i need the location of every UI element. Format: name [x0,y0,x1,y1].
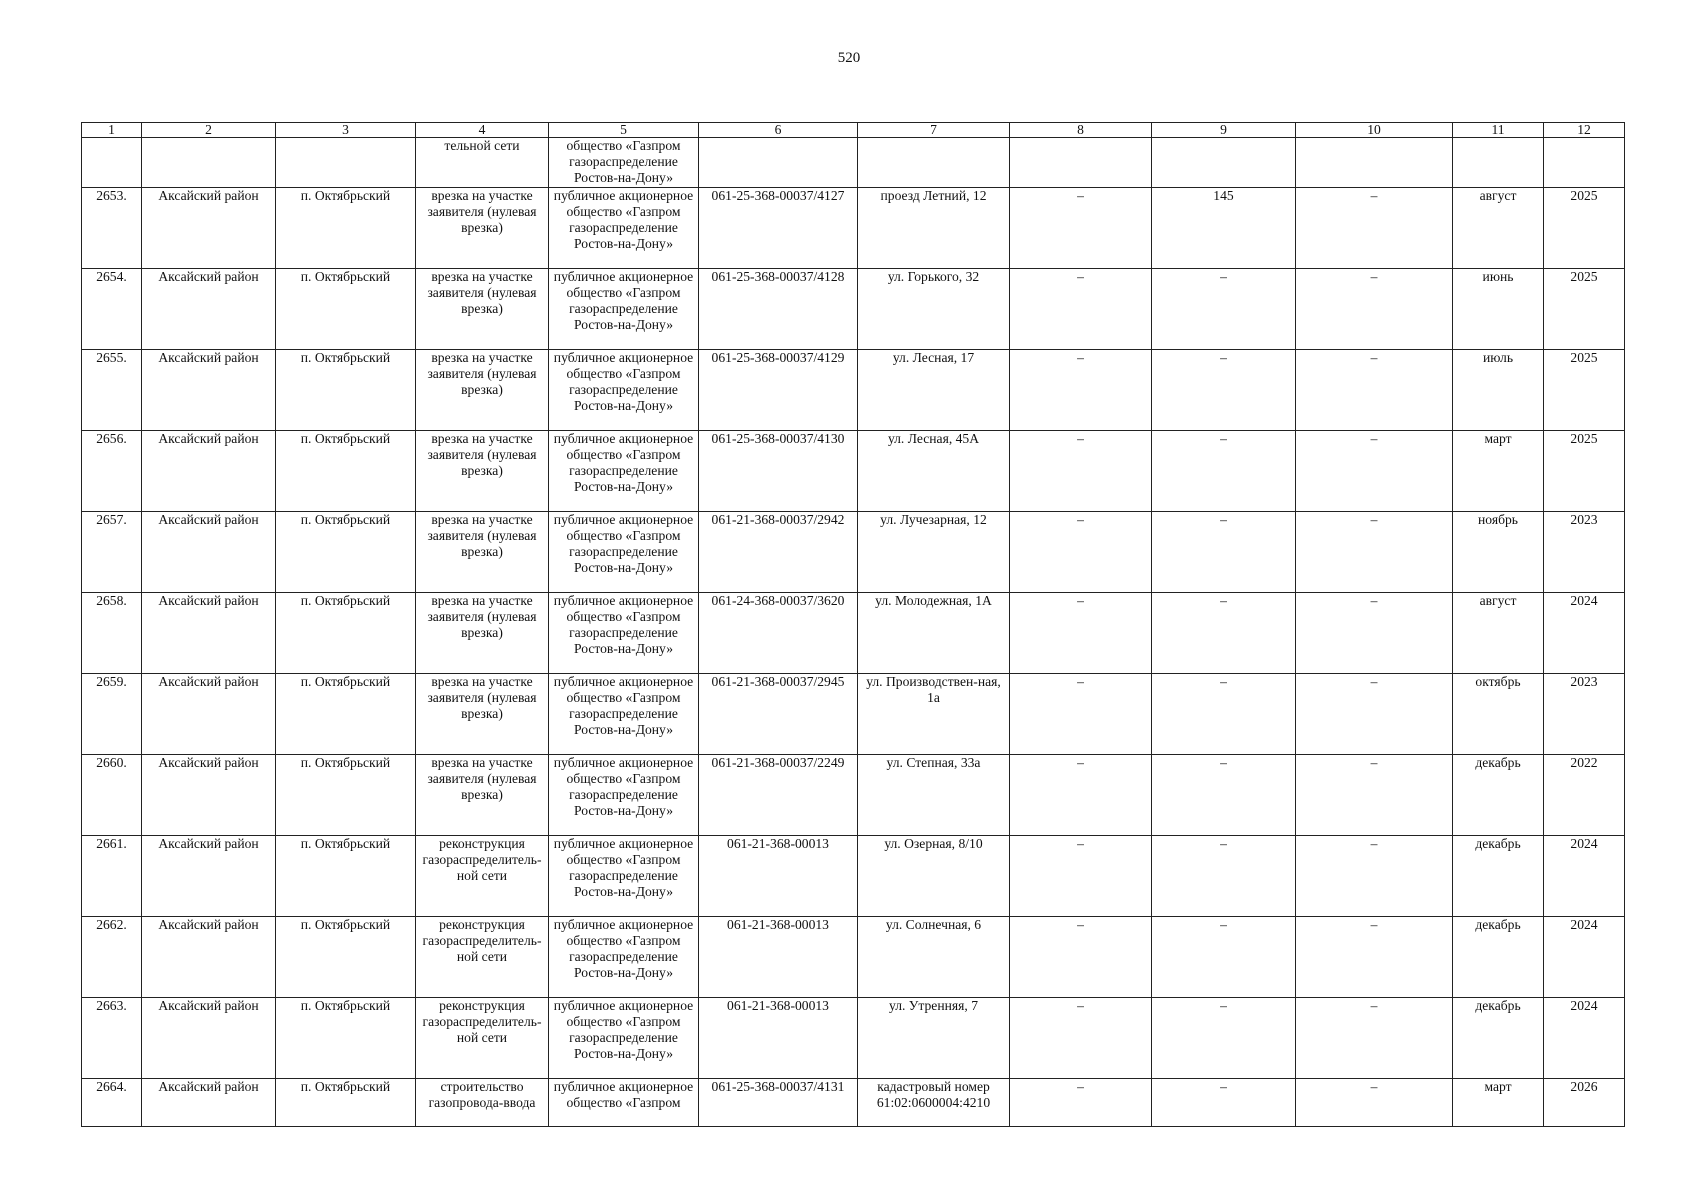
cell-col-9: – [1152,1078,1296,1126]
table-row [82,673,1625,754]
cell-settlement: п. Октябрьский [276,916,416,997]
cell-col-10: – [1296,1078,1453,1126]
cell-work-type: врезка на участке заявителя (нулевая врезка) [416,592,549,673]
cell-col-9: – [1152,592,1296,673]
column-header: 10 [1296,123,1453,138]
cell-organization: публичное акционерное общество «Газпром газораспределение Ростов-на-Дону» [549,268,699,349]
cell-district: Аксайский район [142,430,276,511]
cell-code: 061-21-368-00013 [699,997,858,1078]
cell-col-9: – [1152,349,1296,430]
cell-col-10: – [1296,916,1453,997]
table-cell [1544,138,1625,188]
cell-work-type: реконструкция газораспределительной сети [416,835,549,916]
cell-year: 2025 [1544,430,1625,511]
cell-col-10: – [1296,430,1453,511]
cell-work-type: строительство газопровода-ввода [416,1078,549,1126]
cell-address: ул. Лучезарная, 12 [858,511,1010,592]
cell-work-type: врезка на участке заявителя (нулевая врезка) [416,349,549,430]
cell-col-8: – [1010,916,1152,997]
cell-code: 061-21-368-00037/2945 [699,673,858,754]
cell-address: ул. Молодежная, 1А [858,592,1010,673]
cell-address: ул. Утренняя, 7 [858,997,1010,1078]
cell-month: декабрь [1453,997,1544,1078]
cell-row-number: 2653. [82,187,142,268]
column-header: 2 [142,123,276,138]
table-row [82,754,1625,835]
cell-col-9: – [1152,430,1296,511]
cell-code: 061-21-368-00013 [699,835,858,916]
cell-row-number: 2662. [82,916,142,997]
cell-row-number: 2657. [82,511,142,592]
column-header: 8 [1010,123,1152,138]
table-row [82,592,1625,673]
table-cell [1010,138,1152,188]
table-row [82,835,1625,916]
cell-settlement: п. Октябрьский [276,673,416,754]
cell-col-10: – [1296,187,1453,268]
cell-row-number: 2654. [82,268,142,349]
cell-month: октябрь [1453,673,1544,754]
cell-month: июль [1453,349,1544,430]
cell-work-type: врезка на участке заявителя (нулевая врезка) [416,268,549,349]
cell-organization: публичное акционерное общество «Газпром газораспределение Ростов-на-Дону» [549,187,699,268]
cell-row-number: 2656. [82,430,142,511]
cell-col-8: – [1010,1078,1152,1126]
table-row [82,997,1625,1078]
cell-month: июнь [1453,268,1544,349]
cell-settlement: п. Октябрьский [276,430,416,511]
cell-month: декабрь [1453,835,1544,916]
cell-address: ул. Озерная, 8/10 [858,835,1010,916]
table-cell-work: тельной сети [416,138,549,188]
header-row [82,123,1625,138]
cell-settlement: п. Октябрьский [276,592,416,673]
cell-settlement: п. Октябрьский [276,349,416,430]
cell-col-10: – [1296,268,1453,349]
cell-row-number: 2658. [82,592,142,673]
cell-settlement: п. Октябрьский [276,268,416,349]
cell-organization: публичное акционерное общество «Газпром газораспределение Ростов-на-Дону» [549,997,699,1078]
cell-address: ул. Производствен-ная, 1а [858,673,1010,754]
cell-code: 061-21-368-00037/2942 [699,511,858,592]
table-cell [276,138,416,188]
table-cell [699,138,858,188]
cell-organization: публичное акционерное общество «Газпром газораспределение Ростов-на-Дону» [549,754,699,835]
cell-settlement: п. Октябрьский [276,835,416,916]
cell-year: 2025 [1544,268,1625,349]
cell-settlement: п. Октябрьский [276,511,416,592]
column-header: 5 [549,123,699,138]
cell-col-10: – [1296,835,1453,916]
cell-col-10: – [1296,673,1453,754]
cell-col-9: – [1152,673,1296,754]
table-row-continued [82,138,1625,188]
cell-district: Аксайский район [142,592,276,673]
cell-col-8: – [1010,349,1152,430]
cell-col-8: – [1010,592,1152,673]
cell-address: кадастровый номер 61:02:0600004:4210 [858,1078,1010,1126]
cell-year: 2024 [1544,835,1625,916]
cell-col-8: – [1010,430,1152,511]
cell-code: 061-21-368-00037/2249 [699,754,858,835]
column-header: 4 [416,123,549,138]
cell-month: декабрь [1453,754,1544,835]
cell-organization: публичное акционерное общество «Газпром газораспределение Ростов-на-Дону» [549,673,699,754]
cell-col-9: – [1152,997,1296,1078]
cell-settlement: п. Октябрьский [276,754,416,835]
cell-district: Аксайский район [142,997,276,1078]
table-cell [142,138,276,188]
cell-address: ул. Степная, 33а [858,754,1010,835]
column-header: 7 [858,123,1010,138]
cell-settlement: п. Октябрьский [276,187,416,268]
cell-col-10: – [1296,754,1453,835]
cell-row-number: 2664. [82,1078,142,1126]
cell-district: Аксайский район [142,187,276,268]
cell-work-type: реконструкция газораспределительной сети [416,916,549,997]
table-row [82,916,1625,997]
table-row [82,1078,1625,1126]
cell-district: Аксайский район [142,349,276,430]
cell-year: 2023 [1544,673,1625,754]
cell-year: 2025 [1544,187,1625,268]
cell-district: Аксайский район [142,754,276,835]
data-table [81,122,1625,1127]
cell-organization: публичное акционерное общество «Газпром газораспределение Ростов-на-Дону» [549,349,699,430]
cell-code: 061-25-368-00037/4127 [699,187,858,268]
cell-work-type: врезка на участке заявителя (нулевая врезка) [416,430,549,511]
cell-code: 061-25-368-00037/4130 [699,430,858,511]
cell-year: 2023 [1544,511,1625,592]
table-cell [1453,138,1544,188]
cell-district: Аксайский район [142,673,276,754]
column-header: 6 [699,123,858,138]
cell-col-9: – [1152,916,1296,997]
cell-settlement: п. Октябрьский [276,997,416,1078]
cell-col-8: – [1010,673,1152,754]
cell-year: 2026 [1544,1078,1625,1126]
cell-col-10: – [1296,511,1453,592]
column-header: 11 [1453,123,1544,138]
column-header: 1 [82,123,142,138]
cell-year: 2024 [1544,997,1625,1078]
cell-address: ул. Лесная, 17 [858,349,1010,430]
cell-year: 2024 [1544,916,1625,997]
cell-code: 061-25-368-00037/4129 [699,349,858,430]
column-header: 3 [276,123,416,138]
table-row [82,268,1625,349]
table-cell [858,138,1010,188]
cell-col-8: – [1010,187,1152,268]
cell-work-type: врезка на участке заявителя (нулевая врезка) [416,673,549,754]
cell-col-9: – [1152,268,1296,349]
cell-organization: публичное акционерное общество «Газпром газораспределение Ростов-на-Дону» [549,916,699,997]
cell-col-10: – [1296,592,1453,673]
cell-col-9: – [1152,754,1296,835]
cell-year: 2024 [1544,592,1625,673]
cell-address: ул. Солнечная, 6 [858,916,1010,997]
cell-work-type: реконструкция газораспределительной сети [416,997,549,1078]
cell-organization: публичное акционерное общество «Газпром газораспределение Ростов-на-Дону» [549,430,699,511]
cell-col-8: – [1010,511,1152,592]
cell-row-number: 2660. [82,754,142,835]
table-cell [82,138,142,188]
table-row [82,430,1625,511]
cell-col-10: – [1296,997,1453,1078]
cell-col-8: – [1010,754,1152,835]
cell-month: август [1453,592,1544,673]
cell-district: Аксайский район [142,916,276,997]
cell-month: март [1453,430,1544,511]
cell-col-8: – [1010,268,1152,349]
cell-code: 061-25-368-00037/4128 [699,268,858,349]
cell-row-number: 2663. [82,997,142,1078]
table-row [82,349,1625,430]
cell-col-9: 145 [1152,187,1296,268]
page-number: 520 [837,50,861,66]
cell-col-8: – [1010,997,1152,1078]
cell-col-10: – [1296,349,1453,430]
table-row [82,187,1625,268]
cell-organization: публичное акционерное общество «Газпром газораспределение Ростов-на-Дону» [549,835,699,916]
cell-organization: публичное акционерное общество «Газпром газораспределение Ростов-на-Дону» [549,511,699,592]
table-cell [1296,138,1453,188]
cell-col-8: – [1010,835,1152,916]
cell-month: декабрь [1453,916,1544,997]
cell-row-number: 2661. [82,835,142,916]
cell-col-9: – [1152,835,1296,916]
table-row [82,511,1625,592]
cell-work-type: врезка на участке заявителя (нулевая врезка) [416,187,549,268]
cell-code: 061-24-368-00037/3620 [699,592,858,673]
table-cell [1152,138,1296,188]
table-cell-org: общество «Газпром газораспределение Ростов-на-Дону» [549,138,699,188]
cell-month: ноябрь [1453,511,1544,592]
cell-work-type: врезка на участке заявителя (нулевая врезка) [416,754,549,835]
cell-year: 2025 [1544,349,1625,430]
column-header: 9 [1152,123,1296,138]
cell-row-number: 2659. [82,673,142,754]
cell-settlement: п. Октябрьский [276,1078,416,1126]
cell-address: проезд Летний, 12 [858,187,1010,268]
column-header: 12 [1544,123,1625,138]
cell-month: март [1453,1078,1544,1126]
cell-organization: публичное акционерное общество «Газпром газораспределение Ростов-на-Дону» [549,592,699,673]
cell-district: Аксайский район [142,511,276,592]
cell-district: Аксайский район [142,1078,276,1126]
cell-code: 061-21-368-00013 [699,916,858,997]
cell-work-type: врезка на участке заявителя (нулевая врезка) [416,511,549,592]
cell-row-number: 2655. [82,349,142,430]
cell-code: 061-25-368-00037/4131 [699,1078,858,1126]
cell-col-9: – [1152,511,1296,592]
cell-year: 2022 [1544,754,1625,835]
cell-month: август [1453,187,1544,268]
cell-organization: публичное акционерное общество «Газпром [549,1078,699,1126]
cell-district: Аксайский район [142,268,276,349]
cell-address: ул. Лесная, 45А [858,430,1010,511]
cell-district: Аксайский район [142,835,276,916]
cell-address: ул. Горького, 32 [858,268,1010,349]
